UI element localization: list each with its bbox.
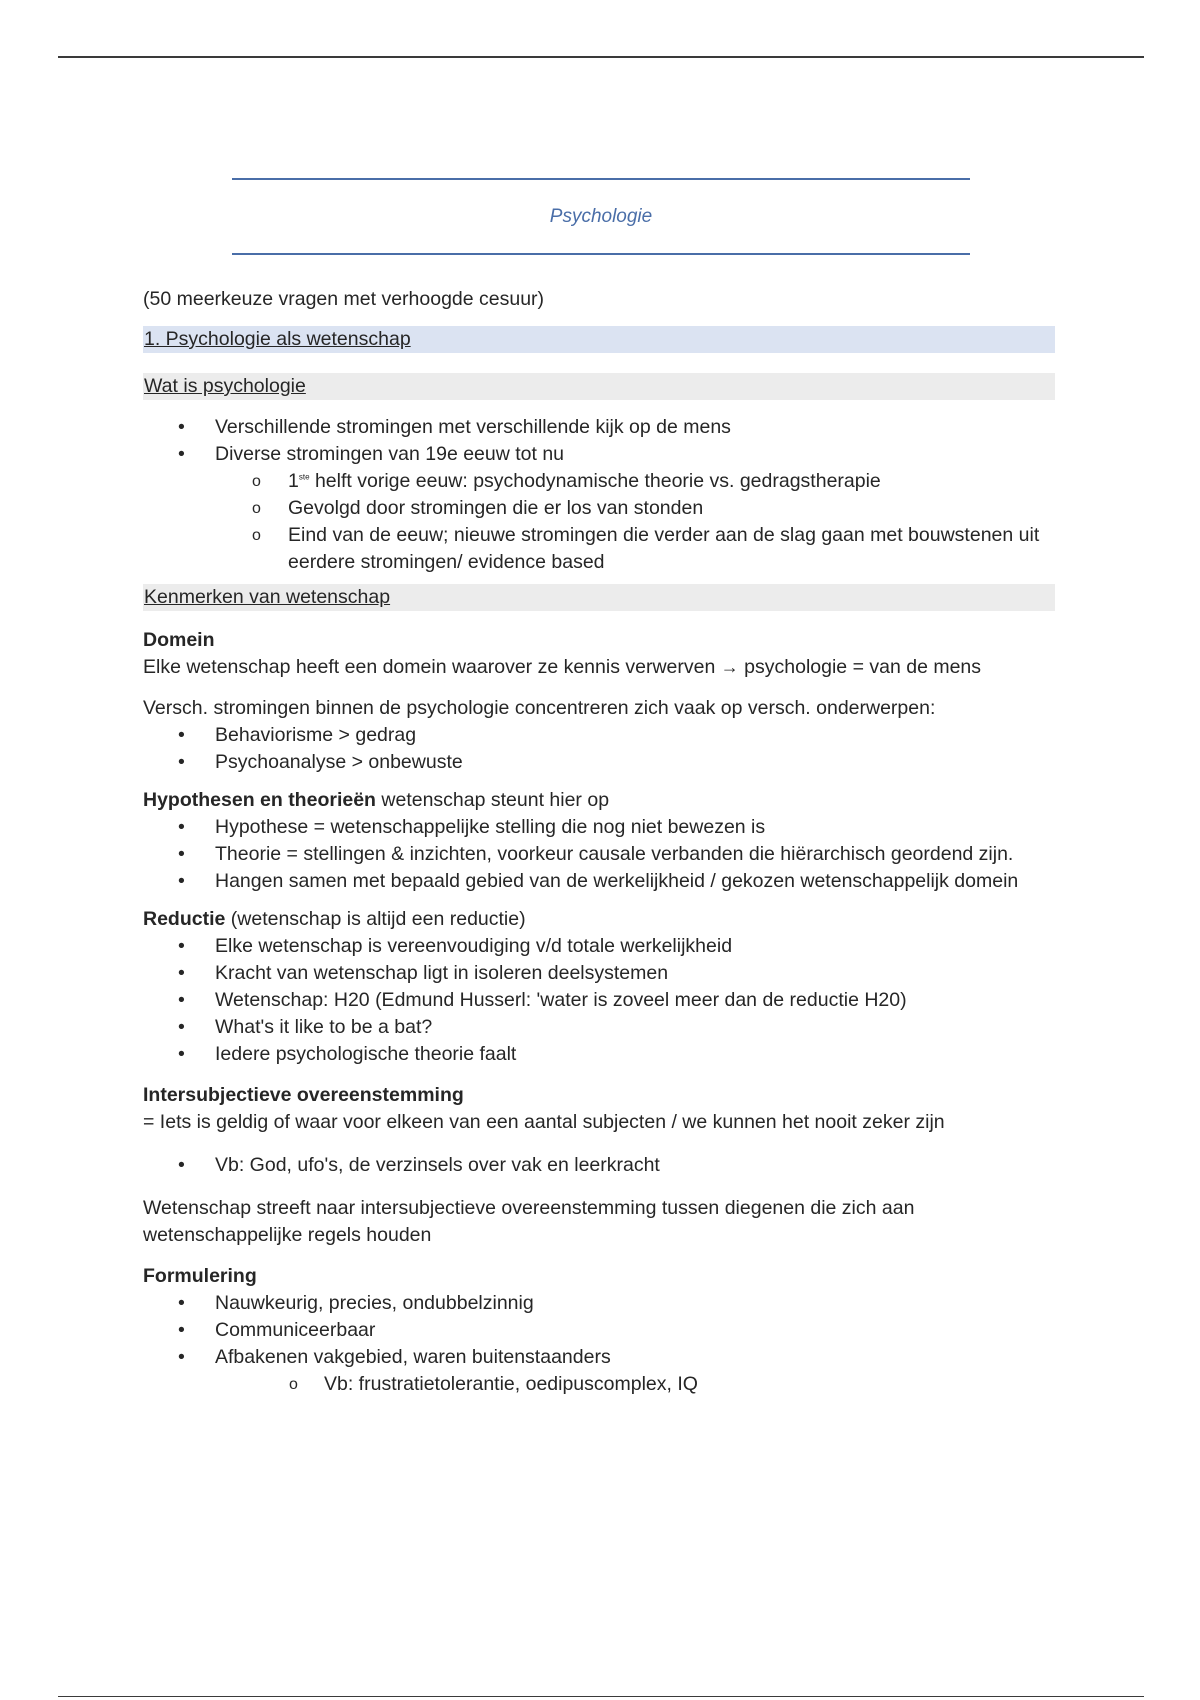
formulering-bullet-list bbox=[143, 1290, 1055, 1371]
domein-text bbox=[143, 654, 1055, 681]
list-item: • What's it like to be a bat? bbox=[143, 1014, 1055, 1041]
list-item bbox=[143, 468, 1055, 495]
list-item: • Psychoanalyse > onbewuste bbox=[143, 749, 1055, 776]
domein-text-pre: Elke wetenschap heeft een domein waarover ze kennis verwerven bbox=[143, 656, 721, 678]
reductie-suffix: (wetenschap is altijd een reductie) bbox=[225, 908, 526, 930]
formulering-sub-list bbox=[143, 1371, 1055, 1398]
hypothesen-title: Hypothesen en theorieën bbox=[143, 789, 376, 811]
reductie-title: Reductie bbox=[143, 908, 226, 930]
list-item: • Vb: God, ufo's, de verzinsels over vak en leerkracht bbox=[143, 1152, 1055, 1179]
versch-text: Versch. stromingen binnen de psychologie concentreren zich vaak op versch. onderwerpen: bbox=[143, 697, 936, 719]
superscript: ste bbox=[298, 472, 310, 482]
title-bottom-line bbox=[232, 253, 970, 255]
hypothesen-heading bbox=[143, 787, 1055, 814]
wat-bullet-list bbox=[143, 414, 1055, 468]
hypothesen-bullet-list bbox=[143, 814, 1055, 895]
intersubjectief-paragraph: Wetenschap streeft naar intersubjectieve overeenstemming tussen diegenen die zich aan wetenschappelijke regels houden bbox=[143, 1197, 915, 1246]
domein-title: Domein bbox=[143, 629, 215, 651]
list-item: • Hypothese = wetenschappelijke stelling die nog niet bewezen is bbox=[143, 814, 1055, 841]
list-item: • Behaviorisme > gedrag bbox=[143, 722, 1055, 749]
hypothesen-suffix: wetenschap steunt hier op bbox=[375, 789, 610, 811]
list-item: • Kracht van wetenschap ligt in isoleren deelsystemen bbox=[143, 960, 1055, 987]
intersubjectief-definition: = Iets is geldig of waar voor elkeen van een aantal subjecten / we kunnen het nooit zeker zijn bbox=[143, 1111, 945, 1133]
list-item: • Afbakenen vakgebied, waren buitenstaanders bbox=[143, 1344, 1055, 1371]
domein-bullet-list bbox=[143, 722, 1055, 776]
list-item: • Wetenschap: H20 (Edmund Husserl: 'water is zoveel meer dan de reductie H20) bbox=[143, 987, 1055, 1014]
item-prefix: 1 bbox=[288, 470, 299, 492]
list-item: o Eind van de eeuw; nieuwe stromingen die verder aan de slag gaan met bouwstenen uit eerdere stromingen/ evidence based bbox=[143, 522, 1055, 576]
list-item: • Elke wetenschap is vereenvoudiging v/d totale werkelijkheid bbox=[143, 933, 1055, 960]
list-item: o Vb: frustratietolerantie, oedipuscomplex, IQ bbox=[143, 1371, 1055, 1398]
document-title: Psychologie bbox=[549, 206, 653, 227]
list-item: o Gevolgd door stromingen die er los van stonden bbox=[143, 495, 1055, 522]
document-body bbox=[143, 286, 1055, 1398]
intersubjectief-title: Intersubjectieve overeenstemming bbox=[143, 1084, 464, 1106]
page-top-rule bbox=[58, 56, 1144, 58]
intro-text: (50 meerkeuze vragen met verhoogde cesuur) bbox=[143, 288, 545, 310]
item-text: helft vorige eeuw: psychodynamische theorie vs. gedragstherapie bbox=[309, 470, 881, 492]
list-item: • Theorie = stellingen & inzichten, voorkeur causale verbanden die hiërarchisch geordend zijn. bbox=[143, 841, 1055, 868]
list-item: • Hangen samen met bepaald gebied van de werkelijkheid / gekozen wetenschappelijk domein bbox=[143, 868, 1055, 895]
reductie-heading bbox=[143, 906, 1055, 933]
arrow-right-icon: → bbox=[720, 657, 739, 677]
page-bottom-rule bbox=[58, 1696, 1144, 1697]
section-heading-1: 1. Psychologie als wetenschap bbox=[143, 326, 1055, 353]
subheading-wat-is-psychologie: Wat is psychologie bbox=[143, 373, 1055, 400]
formulering-title: Formulering bbox=[143, 1265, 257, 1287]
list-item: • Iedere psychologische theorie faalt bbox=[143, 1041, 1055, 1068]
list-item: • Communiceerbaar bbox=[143, 1317, 1055, 1344]
list-item: • Diverse stromingen van 19e eeuw tot nu bbox=[143, 441, 1055, 468]
reductie-bullet-list bbox=[143, 933, 1055, 1068]
wat-sub-list bbox=[143, 468, 1055, 576]
title-block bbox=[232, 178, 970, 255]
intersubjectief-bullet-list bbox=[143, 1152, 1055, 1179]
domein-text-post: psychologie = van de mens bbox=[738, 656, 982, 678]
list-item: • Nauwkeurig, precies, ondubbelzinnig bbox=[143, 1290, 1055, 1317]
list-item: • Verschillende stromingen met verschillende kijk op de mens bbox=[143, 414, 1055, 441]
subheading-kenmerken: Kenmerken van wetenschap bbox=[143, 584, 1055, 611]
